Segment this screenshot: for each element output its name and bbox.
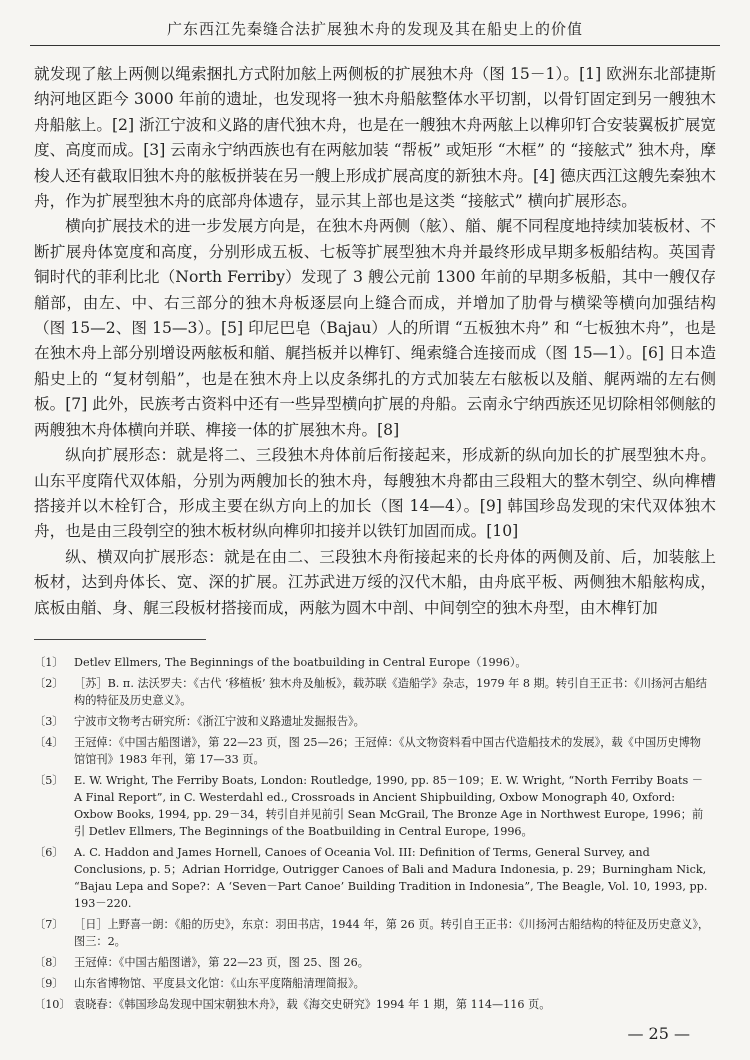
footnote (34, 916, 710, 950)
footnote (34, 844, 710, 912)
footnote-number: 〔3〕 (34, 715, 64, 728)
footnote-text: 王冠倬：《中国古船图谱》，第 22—23 页，图 25、图 26。 (74, 956, 369, 969)
footnote (34, 975, 710, 992)
footnote-number: 〔5〕 (34, 774, 64, 787)
footnote-number: 〔8〕 (34, 956, 64, 969)
body-paragraph: 纵向扩展形态：就是将二、三段独木舟体前后衔接起来，形成新的纵向加长的扩展型独木舟。山东平度隋代双体船，分别为两艘加长的独木舟，每艘独木舟都由三段粗大的整木刳空、纵向榫槽搭接并以木栓钉合，形成主要在纵方向上的加长（图 14—4）。[9] 韩国珍岛发现的宋代双体独木舟，也是由三段刳空的独木板材纵向榫卯扣接并以铁钉加固而成。[10] (34, 446, 716, 541)
footnote-rule (34, 639, 206, 640)
footnote (34, 954, 710, 971)
footnote-text: 山东省博物馆、平度县文化馆：《山东平度隋船清理简报》。 (74, 977, 365, 990)
footnote (34, 654, 710, 671)
footnote-text: A. C. Haddon and James Hornell, Canoes of Oceania Vol. III: Definition of Terms, General Survey, and Conclusions, p. 5；Adrian Horridge, Outrigger Canoes of Bali and Madura Indonesia, p. 29；Burningham Nick, “Bajau Lepa and Sope?：A ‘Seven－Part Canoe’ Building Tradition in Indonesia”, The Beagle, Vol. 10, 1993, pp. 193－220. (74, 846, 708, 910)
footnote-text: E. W. Wright, The Ferriby Boats, London: Routledge, 1990, pp. 85－109；E. W. Wright, “North Ferriby Boats － A Final Report”, in C. Westerdahl ed., Crossroads in Ancient Shipbuilding, Oxbow Monograph 40, Oxford: Oxbow Books, 1994, pp. 29－34，转引自并见前引 Sean McGrail, The Bronze Age in Northwest Europe, 1996；前引 Detlev Ellmers, The Beginnings of the Boatbuilding in Central Europe, 1996。 (74, 774, 704, 838)
footnote (34, 675, 710, 709)
footnote-number: 〔2〕 (34, 677, 64, 690)
footnote-number: 〔10〕 (34, 998, 71, 1011)
body-paragraph: 就发现了舷上两侧以绳索捆扎方式附加舷上两侧板的扩展独木舟（图 15－1）。[1] 欧洲东北部捷斯纳河地区距今 3000 年前的遗址，也发现将一独木舟船舷整体水平切割，以骨钉固定到另一艘独木舟船舷上。[2] 浙江宁波和义路的唐代独木舟，也是在一艘独木舟两舷上以榫卯钉合安装翼板扩展宽度、高度而成。[3] 云南永宁纳西族也有在两舷加装 “帮板” 或矩形 “木框” 的 “接舷式” 独木舟，摩梭人还有截取旧独木舟的舷板拼装在另一艘上形成扩展高度的新独木舟。[4] 德庆西江这艘先秦独木舟，作为扩展型独木舟的底部舟体遗存，显示其上部也是这类 “接舷式” 横向扩展形态。 (34, 65, 716, 211)
footnote (34, 713, 710, 730)
footnote-text: ［苏］B. п. 法沃罗夫：《古代 ‘移植板’ 独木舟及舢板》，载苏联《造船学》杂志，1979 年 8 期。转引自王正书：《川扬河古船结构的特征及历史意义》。 (74, 677, 707, 707)
footnote (34, 996, 710, 1013)
footnote-text: 宁波市文物考古研究所：《浙江宁波和义路遗址发掘报告》。 (74, 715, 365, 728)
body-paragraph: 横向扩展技术的进一步发展方向是，在独木舟两侧（舷）、艏、艉不同程度地持续加装板材、不断扩展舟体宽度和高度，分别形成五板、七板等扩展型独木舟并最终形成早期多板船结构。英国青铜时代的菲利比北（North Ferriby）发现了 3 艘公元前 1300 年前的早期多板船，其中一艘仅存艏部，由左、中、右三部分的独木舟板逐层向上缝合而成，并增加了肋骨与横梁等横向加强结构（图 15—2、图 15—3）。[5] 印尼巴皂（Bajau）人的所谓 “五板独木舟” 和 “七板独木舟”，也是在独木舟上部分别增设两舷板和艏、艉挡板并以榫钉、绳索缝合连接而成（图 15—1）。[6] 日本造船史上的 “复材刳船”，也是在独木舟上以皮条绑扎的方式加装左右舷板以及艏、艉两端的左右侧板。[7] 此外，民族考古资料中还有一些异型横向扩展的舟船。云南永宁纳西族还见切除相邻侧舷的两艘独木舟体横向并联、榫接一体的扩展独木舟。[8] (34, 217, 716, 439)
footnote-number: 〔6〕 (34, 846, 64, 859)
footnote-number: 〔1〕 (34, 656, 64, 669)
footnote-number: 〔4〕 (34, 736, 64, 749)
page-number: — 25 — (627, 1024, 690, 1043)
footnotes (34, 654, 710, 1017)
footnote-number: 〔9〕 (34, 977, 64, 990)
footnote (34, 772, 710, 840)
body-paragraph: 纵、横双向扩展形态：就是在由二、三段独木舟衔接起来的长舟体的两侧及前、后，加装舷上板材，达到舟体长、宽、深的扩展。江苏武进万绥的汉代木船，由舟底平板、两侧独木船舷构成，底板由艏、身、艉三段板材搭接而成，两舷为圆木中剖、中间刳空的独木舟型，由木榫钉加 (34, 547, 716, 617)
footnote-text: 王冠倬：《中国古船图谱》，第 22—23 页，图 25—26；王冠倬：《从文物资料看中国古代造船技术的发展》，载《中国历史博物馆馆刊》1983 年刊，第 17—33 页。 (74, 736, 701, 766)
running-header: 广东西江先秦缝合法扩展独木舟的发现及其在船史上的价值 (30, 18, 720, 46)
footnote-number: 〔7〕 (34, 918, 64, 931)
footnote (34, 734, 710, 768)
body-text (34, 62, 716, 621)
footnote-text: ［日］上野喜一朗：《船的历史》，东京：羽田书店，1944 年，第 26 页。转引自王正书：《川扬河古船结构的特征及历史意义》，图三：2。 (74, 918, 710, 948)
footnote-text: 袁晓春：《韩国珍岛发现中国宋朝独木舟》，载《海交史研究》1994 年 1 期，第 114—116 页。 (74, 998, 551, 1011)
footnote-text: Detlev Ellmers, The Beginnings of the boatbuilding in Central Europe（1996）。 (74, 656, 527, 669)
